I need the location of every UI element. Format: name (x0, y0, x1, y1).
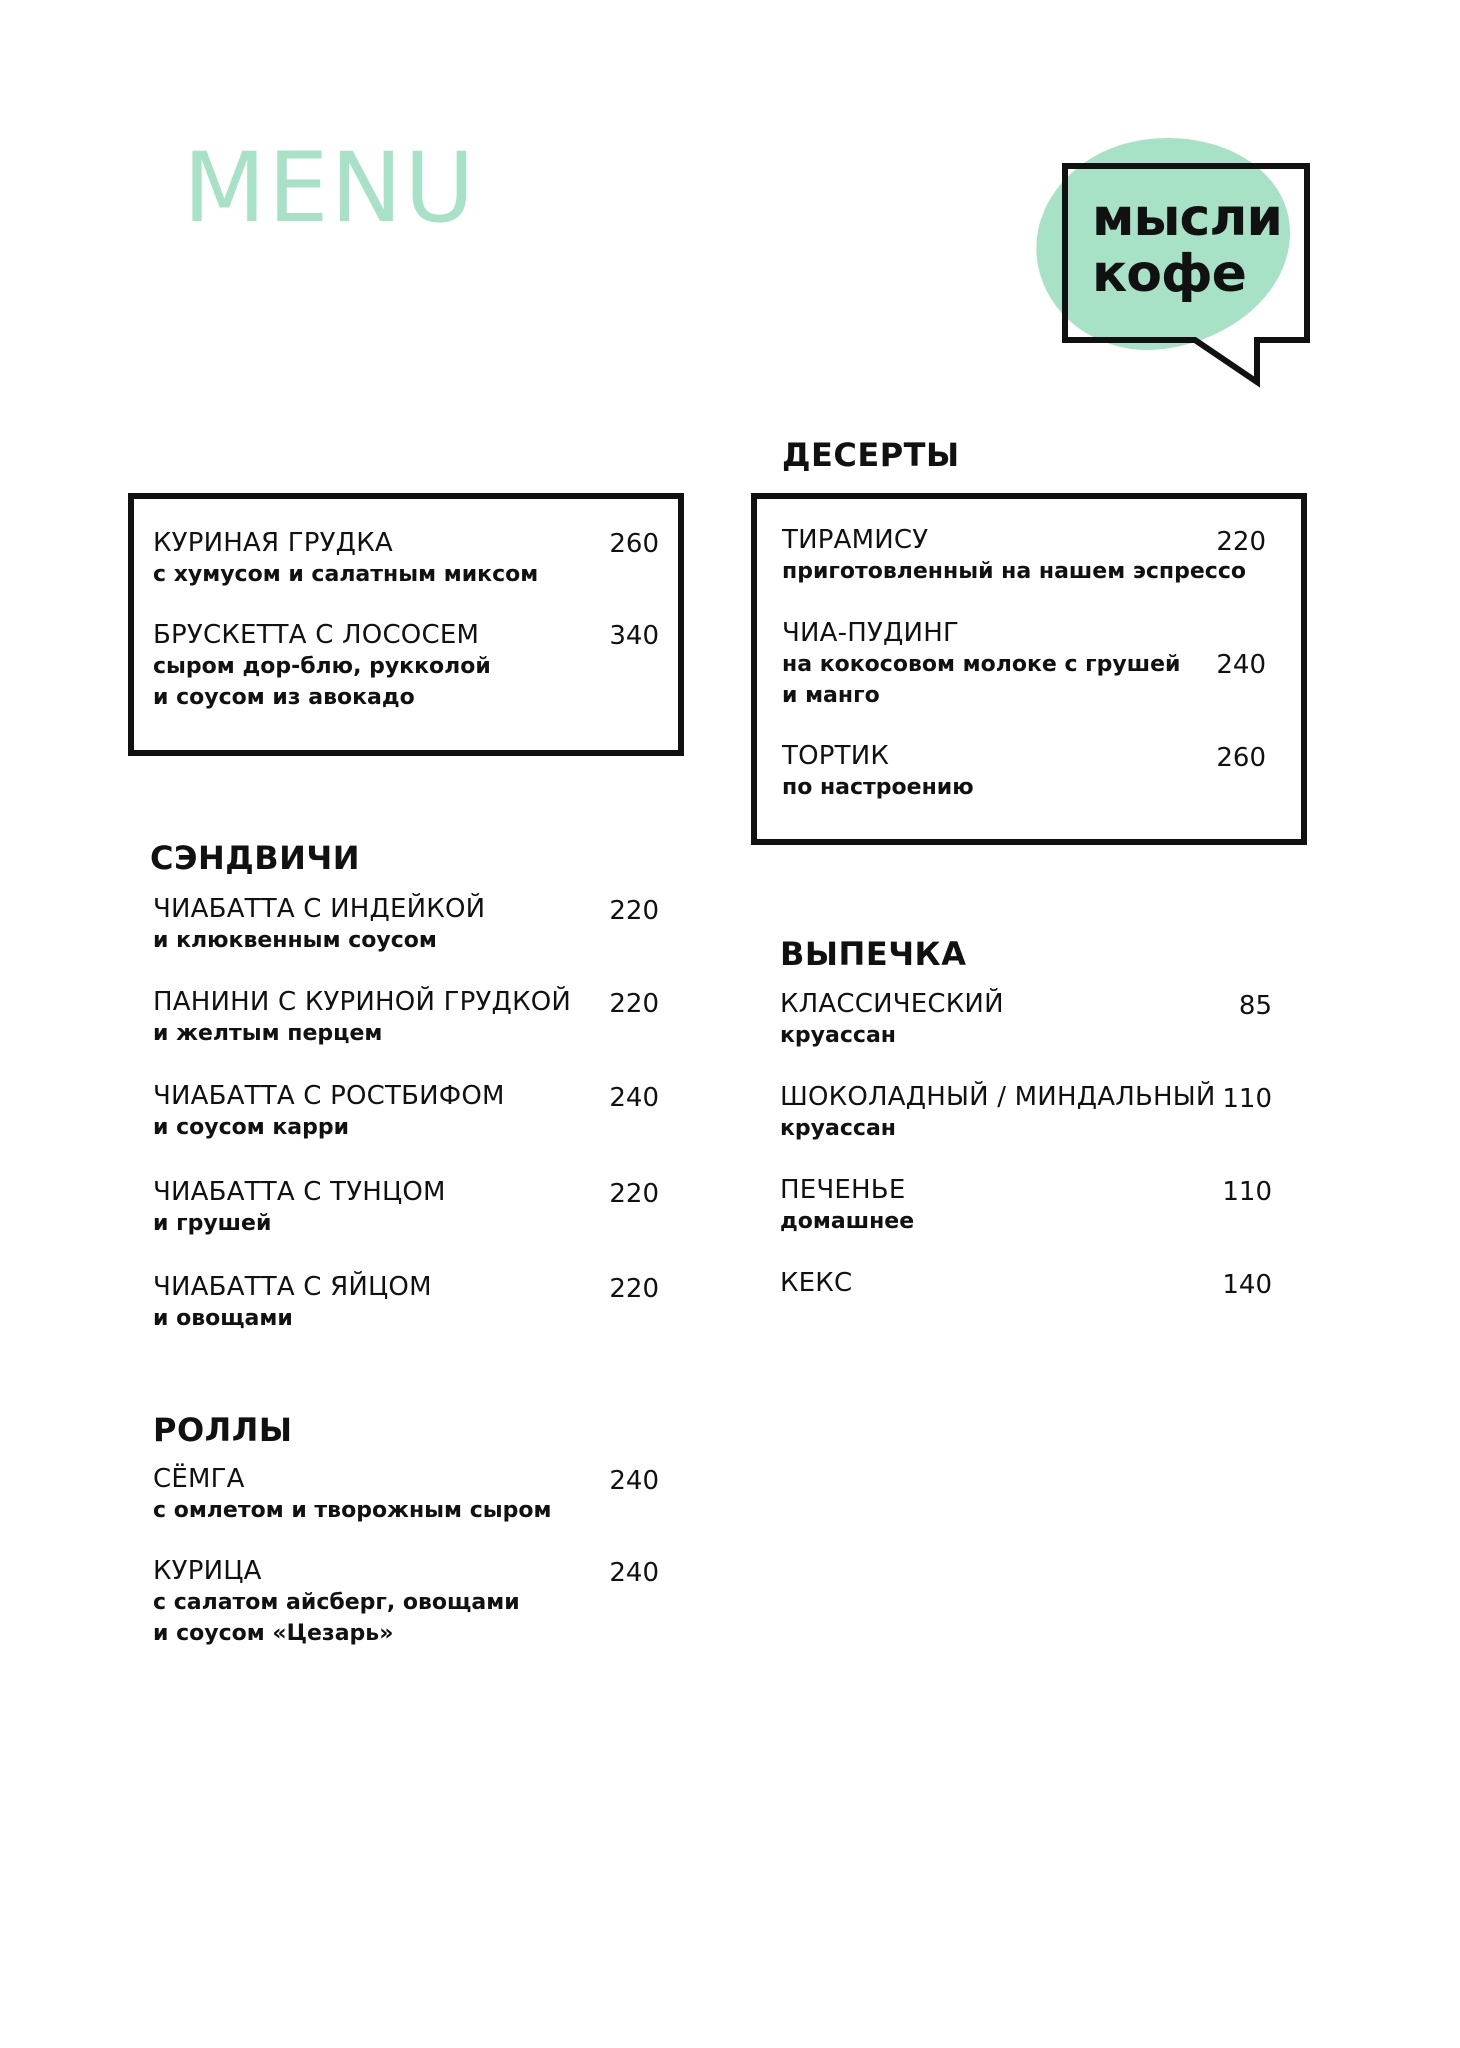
menu-item (153, 1080, 505, 1143)
menu-item (780, 1174, 914, 1237)
item-name: ТОРТИК (782, 741, 890, 771)
item-name: КУРИЦА (153, 1556, 262, 1586)
item-description: на кокосовом молоке с грушей (782, 652, 1181, 677)
item-price: 340 (609, 621, 659, 651)
item-price: 240 (1216, 650, 1266, 680)
item-name: ШОКОЛАДНЫЙ / МИНДАЛЬНЫЙ (780, 1082, 1216, 1112)
item-price: 220 (609, 1179, 659, 1209)
item-name: КЕКС (780, 1268, 853, 1298)
item-price: 110 (1222, 1084, 1272, 1114)
item-description: приготовленный на нашем эспрессо (782, 559, 1246, 584)
cafe-logo (1030, 130, 1330, 400)
menu-item (153, 1555, 520, 1649)
item-description: и манго (782, 683, 880, 708)
menu-item (780, 1081, 1216, 1144)
item-price: 85 (1238, 991, 1272, 1021)
menu-item (153, 1271, 432, 1334)
section-heading-rolls: РОЛЛЫ (153, 1411, 293, 1449)
item-price: 240 (609, 1558, 659, 1588)
menu-item (153, 619, 491, 713)
item-name: ЧИА-ПУДИНГ (782, 618, 960, 648)
section-heading-sandwiches: СЭНДВИЧИ (150, 839, 361, 877)
item-description: круассан (780, 1116, 896, 1141)
menu-item (780, 988, 1004, 1051)
item-description: по настроению (782, 775, 974, 800)
item-description: с омлетом и творожным сыром (153, 1498, 552, 1523)
item-name: ТИРАМИСУ (782, 525, 929, 555)
item-name: ПАНИНИ С КУРИНОЙ ГРУДКОЙ (153, 987, 572, 1017)
item-name: КУРИНАЯ ГРУДКА (153, 528, 393, 558)
section-heading-desserts: ДЕСЕРТЫ (782, 436, 960, 474)
item-name: СЁМГА (153, 1464, 245, 1494)
item-name: ЧИАБАТТА С ИНДЕЙКОЙ (153, 894, 486, 924)
item-price: 260 (609, 529, 659, 559)
item-price: 110 (1222, 1177, 1272, 1207)
item-name: ЧИАБАТТА С ТУНЦОМ (153, 1177, 446, 1207)
item-description: и соусом из авокадо (153, 685, 415, 710)
logo-line-1: мысли (1092, 188, 1282, 248)
menu-item (153, 1176, 446, 1239)
item-description: с салатом айсберг, овощами (153, 1590, 520, 1615)
item-price: 140 (1222, 1270, 1272, 1300)
menu-item (153, 893, 485, 956)
item-description: сыром дор-блю, рукколой (153, 654, 491, 679)
menu-item (782, 740, 974, 803)
menu-item (153, 527, 538, 590)
menu-title: MENU (183, 132, 477, 244)
item-description: домашнее (780, 1209, 915, 1234)
item-price: 220 (1216, 527, 1266, 557)
item-name: ПЕЧЕНЬЕ (780, 1175, 906, 1205)
item-name: ЧИАБАТТА С РОСТБИФОМ (153, 1081, 505, 1111)
item-name: КЛАССИЧЕСКИЙ (780, 989, 1004, 1019)
item-description: и клюквенным соусом (153, 928, 437, 953)
menu-item (782, 524, 1246, 587)
menu-item (780, 1267, 852, 1299)
item-price: 220 (609, 896, 659, 926)
logo-wordmark (1092, 190, 1282, 302)
menu-item (153, 986, 571, 1049)
menu-item (782, 617, 1180, 711)
item-description: и желтым перцем (153, 1021, 383, 1046)
item-price: 220 (609, 989, 659, 1019)
menu-item (153, 1463, 551, 1526)
item-description: и грушей (153, 1211, 272, 1236)
item-name: ЧИАБАТТА С ЯЙЦОМ (153, 1272, 432, 1302)
item-name: БРУСКЕТТА С ЛОСОСЕМ (153, 620, 480, 650)
item-description: и овощами (153, 1306, 293, 1331)
item-price: 220 (609, 1274, 659, 1304)
item-description: круассан (780, 1023, 896, 1048)
item-description: и соусом «Цезарь» (153, 1621, 394, 1646)
item-price: 240 (609, 1083, 659, 1113)
item-description: с хумусом и салатным миксом (153, 562, 539, 587)
item-price: 240 (609, 1466, 659, 1496)
item-price: 260 (1216, 743, 1266, 773)
item-description: и соусом карри (153, 1115, 350, 1140)
logo-line-2: кофе (1092, 244, 1246, 304)
section-heading-pastry: ВЫПЕЧКА (780, 935, 967, 973)
